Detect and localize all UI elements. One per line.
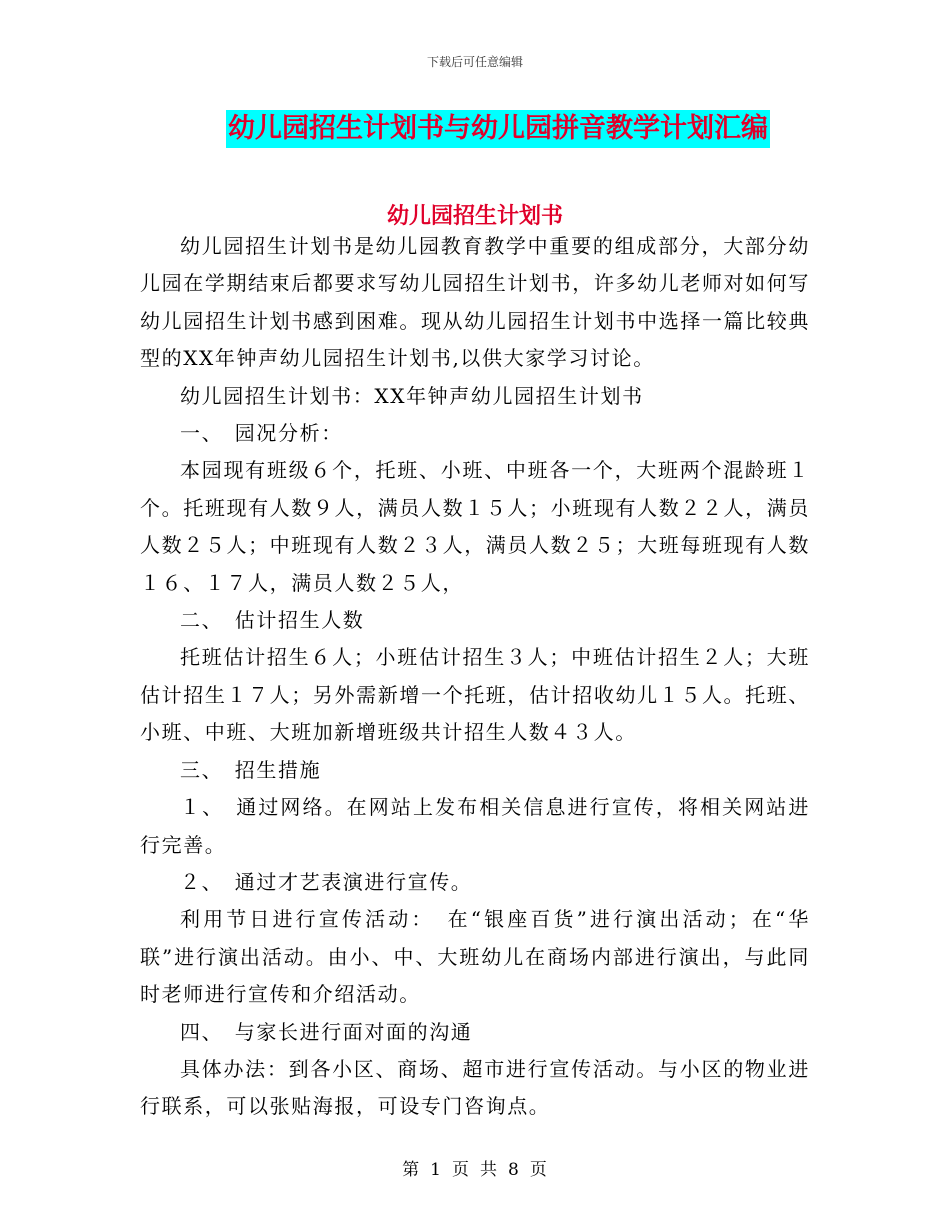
footer-total-pages: 8: [508, 1160, 520, 1180]
main-title: 幼儿园招生计划书与幼儿园拼音教学计划汇编: [226, 110, 770, 148]
footer-suffix: 页: [529, 1160, 548, 1180]
paragraph-enrollment: 托班估计招生６人；小班估计招生３人；中班估计招生２人；大班估计招生１７人；另外需新增一个托班，估计招收幼儿１５人。托班、小班、中班、大班加新增班级共计招生人数４３人。: [140, 645, 810, 745]
page-footer: [0, 1155, 950, 1180]
footer-total-label: 共: [480, 1160, 498, 1180]
footer-prefix: 第: [402, 1160, 421, 1180]
section-title: 幼儿园招生计划书: [386, 204, 563, 229]
heading-1: 一、 园况分析：: [180, 421, 343, 446]
footer-page-number: 1: [430, 1160, 442, 1180]
heading-2: 二、 估计招生人数: [180, 608, 365, 633]
document-body: [140, 228, 810, 1126]
paragraph-subtitle: 幼儿园招生计划书：XX年钟声幼儿园招生计划书: [180, 383, 644, 408]
paragraph-intro: 幼儿园招生计划书是幼儿园教育教学中重要的组成部分，大部分幼儿园在学期结束后都要求写幼儿园招生计划书，许多幼儿老师对如何写幼儿园招生计划书感到困难。现从幼儿园招生计划书中选择一篇比较典型的XX年钟声幼儿园招生计划书,以供大家学习讨论。: [140, 234, 810, 371]
main-title-wrap: [0, 110, 950, 148]
list-item-2: ２、 通过才艺表演进行宣传。: [180, 869, 473, 894]
heading-4: 四、 与家长进行面对面的沟通: [180, 1019, 473, 1044]
heading-3: 三、 招生措施: [180, 757, 322, 782]
list-item-1: １、 通过网络。在网站上发布相关信息进行宣传，将相关网站进行完善。: [140, 795, 810, 857]
paragraph-method: 具体办法：到各小区、商场、超市进行宣传活动。与小区的物业进行联系，可以张贴海报，可设专门咨询点。: [140, 1056, 810, 1119]
header-note: 下载后可任意编辑: [426, 55, 523, 69]
paragraph-events: 利用节日进行宣传活动： 在“银座百货”进行演出活动；在“华联”进行演出活动。由小、中、大班幼儿在商场内部进行演出，与此同时老师进行宣传和介绍活动。: [140, 907, 810, 1007]
paragraph-classes: 本园现有班级６个，托班、小班、中班各一个，大班两个混龄班１个。托班现有人数９人，满员人数１５人；小班现有人数２２人，满员人数２５人；中班现有人数２３人，满员人数２５；大班每班现有人数１６、１７人，满员人数２５人，: [140, 458, 810, 595]
footer-middle: 页: [452, 1160, 470, 1180]
